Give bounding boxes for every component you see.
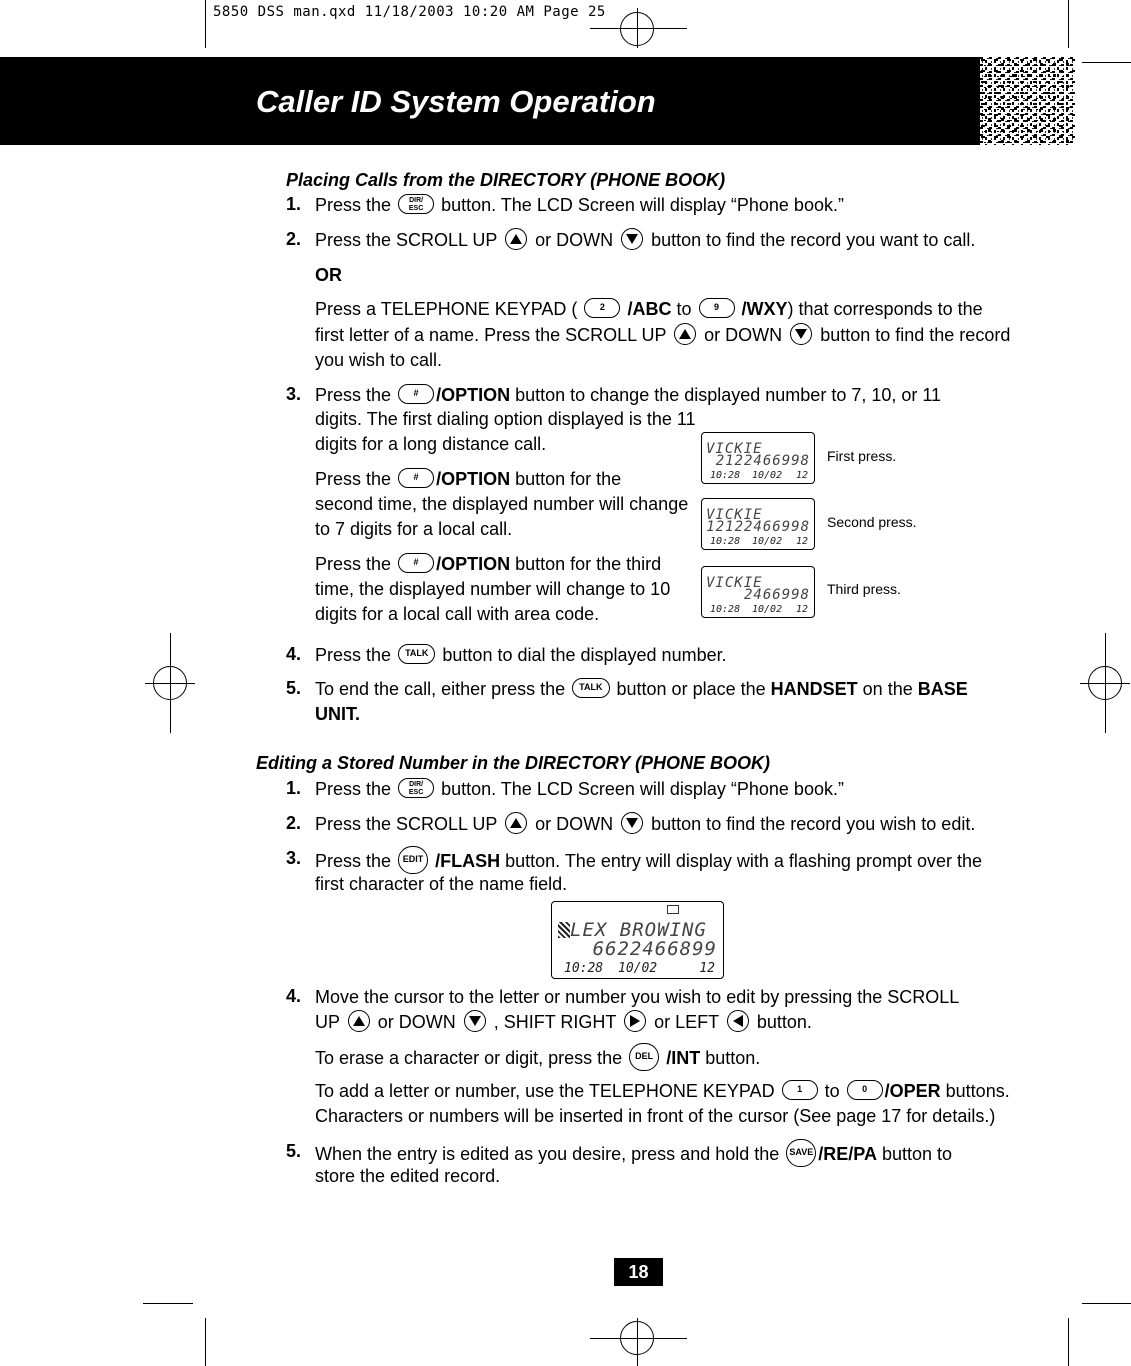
step-text: UP or DOWN , SHIFT RIGHT or LEFT button. (315, 1012, 812, 1032)
step-text: Move the cursor to the letter or number you wish to edit by pressing the SCROLL (315, 987, 960, 1007)
scroll-up-icon (505, 812, 527, 834)
scroll-down-icon (621, 812, 643, 834)
step-text: Press the # /OPTION button for the third (315, 554, 662, 574)
scroll-up-icon (348, 1010, 370, 1032)
step-text: When the entry is edited as you desire, press and hold the SAVE /RE/PA button to (315, 1141, 952, 1169)
step-text: Characters or numbers will be inserted in front of the cursor (See page 17 for details.) (315, 1106, 996, 1126)
step-number: 4. (286, 986, 302, 1006)
hash-key-icon: # (398, 468, 434, 488)
step-text: digits for a long distance call. (315, 434, 547, 454)
step-text: time, the displayed number will change to 10 (315, 579, 671, 599)
step-text: Press the # /OPTION button to change the displayed number to 7, 10, or 11 (315, 385, 942, 405)
lcd-caption: Second press. (827, 514, 917, 530)
halftone-pattern (980, 57, 1075, 145)
step-text: first letter of a name. Press the SCROLL UP or DOWN button to find the record (315, 325, 1011, 345)
scroll-up-icon (505, 228, 527, 250)
del-key-icon: DEL (629, 1043, 659, 1071)
step-text: UNIT. (315, 704, 360, 724)
step-text: Press the SCROLL UP or DOWN button to find the record you want to call. (315, 230, 976, 250)
lcd-display: VICKIE 2122466998 10:28 10/02 12 (701, 432, 815, 484)
page-title: Caller ID System Operation (256, 84, 656, 119)
scroll-up-icon (674, 323, 696, 345)
page-number: 18 (614, 1258, 663, 1286)
step-text: Press the SCROLL UP or DOWN button to find the record you wish to edit. (315, 814, 976, 834)
lcd-caption: First press. (827, 448, 897, 464)
step-text: To erase a character or digit, press the DEL /INT button. (315, 1045, 760, 1073)
talk-key-icon: TALK (398, 644, 435, 664)
reg-mark-circle (620, 12, 654, 46)
shift-right-icon (624, 1010, 646, 1032)
step-number: 5. (286, 1141, 302, 1161)
step-text: Press a TELEPHONE KEYPAD ( 2 /ABC to 9 /WXY) that corresponds to the (315, 299, 983, 319)
key-1-icon: 1 (782, 1080, 818, 1100)
crop-mark (1068, 1318, 1069, 1366)
section-heading: Placing Calls from the DIRECTORY (PHONE BOOK) (286, 170, 726, 190)
step-text: to 7 digits for a local call. (315, 519, 513, 539)
scroll-down-icon (790, 323, 812, 345)
step-text: you wish to call. (315, 350, 443, 370)
crop-mark (1068, 0, 1069, 48)
section-heading: Editing a Stored Number in the DIRECTORY (PHONE BOOK) (256, 753, 771, 773)
key-2-icon: 2 (584, 298, 620, 318)
reg-mark-circle (1088, 666, 1122, 700)
step-number: 4. (286, 644, 302, 664)
step-text: Press the TALK button to dial the displayed number. (315, 645, 727, 665)
dir-esc-key-icon: DIR/ ESC (398, 778, 434, 798)
lcd-display: VICKIE 2466998 10:28 10/02 12 (701, 566, 815, 618)
crop-mark (1082, 62, 1131, 63)
left-arrow-icon (727, 1010, 749, 1032)
scroll-down-icon (621, 228, 643, 250)
cursor-block-icon (558, 922, 570, 938)
file-slug: 5850 DSS man.qxd 11/18/2003 10:20 AM Page 25 (213, 4, 606, 20)
step-text: first character of the name field. (315, 874, 568, 894)
crop-mark (143, 1303, 193, 1304)
crop-mark (205, 1318, 206, 1366)
dir-esc-key-icon: DIR/ ESC (398, 194, 434, 214)
phonebook-icon (667, 905, 679, 914)
step-text: To add a letter or number, use the TELEPHONE KEYPAD 1 to 0 /OPER buttons. (315, 1081, 1010, 1101)
step-text: store the edited record. (315, 1166, 501, 1186)
hash-key-icon: # (398, 384, 434, 404)
scroll-down-icon (464, 1010, 486, 1032)
reg-mark-circle (153, 666, 187, 700)
step-number: 1. (286, 778, 302, 798)
save-key-icon: SAVE (786, 1139, 816, 1167)
talk-key-icon: TALK (572, 678, 609, 698)
step-number: 3. (286, 848, 302, 868)
step-text: second time, the displayed number will change (315, 494, 689, 514)
crop-mark (1082, 1303, 1131, 1304)
step-text: digits for a local call with area code. (315, 604, 600, 624)
hash-key-icon: # (398, 553, 434, 573)
step-number: 1. (286, 194, 302, 214)
crop-mark (205, 0, 206, 48)
step-text: Press the EDIT /FLASH button. The entry will display with a flashing prompt over the (315, 848, 982, 876)
step-number: 5. (286, 678, 302, 698)
reg-mark-circle (620, 1321, 654, 1355)
step-text: To end the call, either press the TALK button or place the HANDSET on the BASE (315, 679, 968, 699)
edit-lcd-display: LEX BROWING 6622466899 10:28 10/02 12 (551, 901, 724, 979)
lcd-display: VICKIE 12122466998 10:28 10/02 12 (701, 498, 815, 550)
step-number: 2. (286, 229, 302, 249)
lcd-caption: Third press. (827, 581, 901, 597)
step-text: Press the DIR/ ESC button. The LCD Screen will display “Phone book.” (315, 779, 844, 799)
key-9-icon: 9 (699, 298, 735, 318)
step-text: Press the DIR/ ESC button. The LCD Screen will display “Phone book.” (315, 195, 844, 215)
step-number: 2. (286, 813, 302, 833)
step-text: digits. The first dialing option displayed is the 11 (315, 409, 696, 429)
key-0-icon: 0 (847, 1080, 883, 1100)
step-number: 3. (286, 384, 302, 404)
or-label: OR (315, 265, 342, 285)
edit-key-icon: EDIT (398, 846, 428, 874)
step-text: Press the # /OPTION button for the (315, 469, 622, 489)
